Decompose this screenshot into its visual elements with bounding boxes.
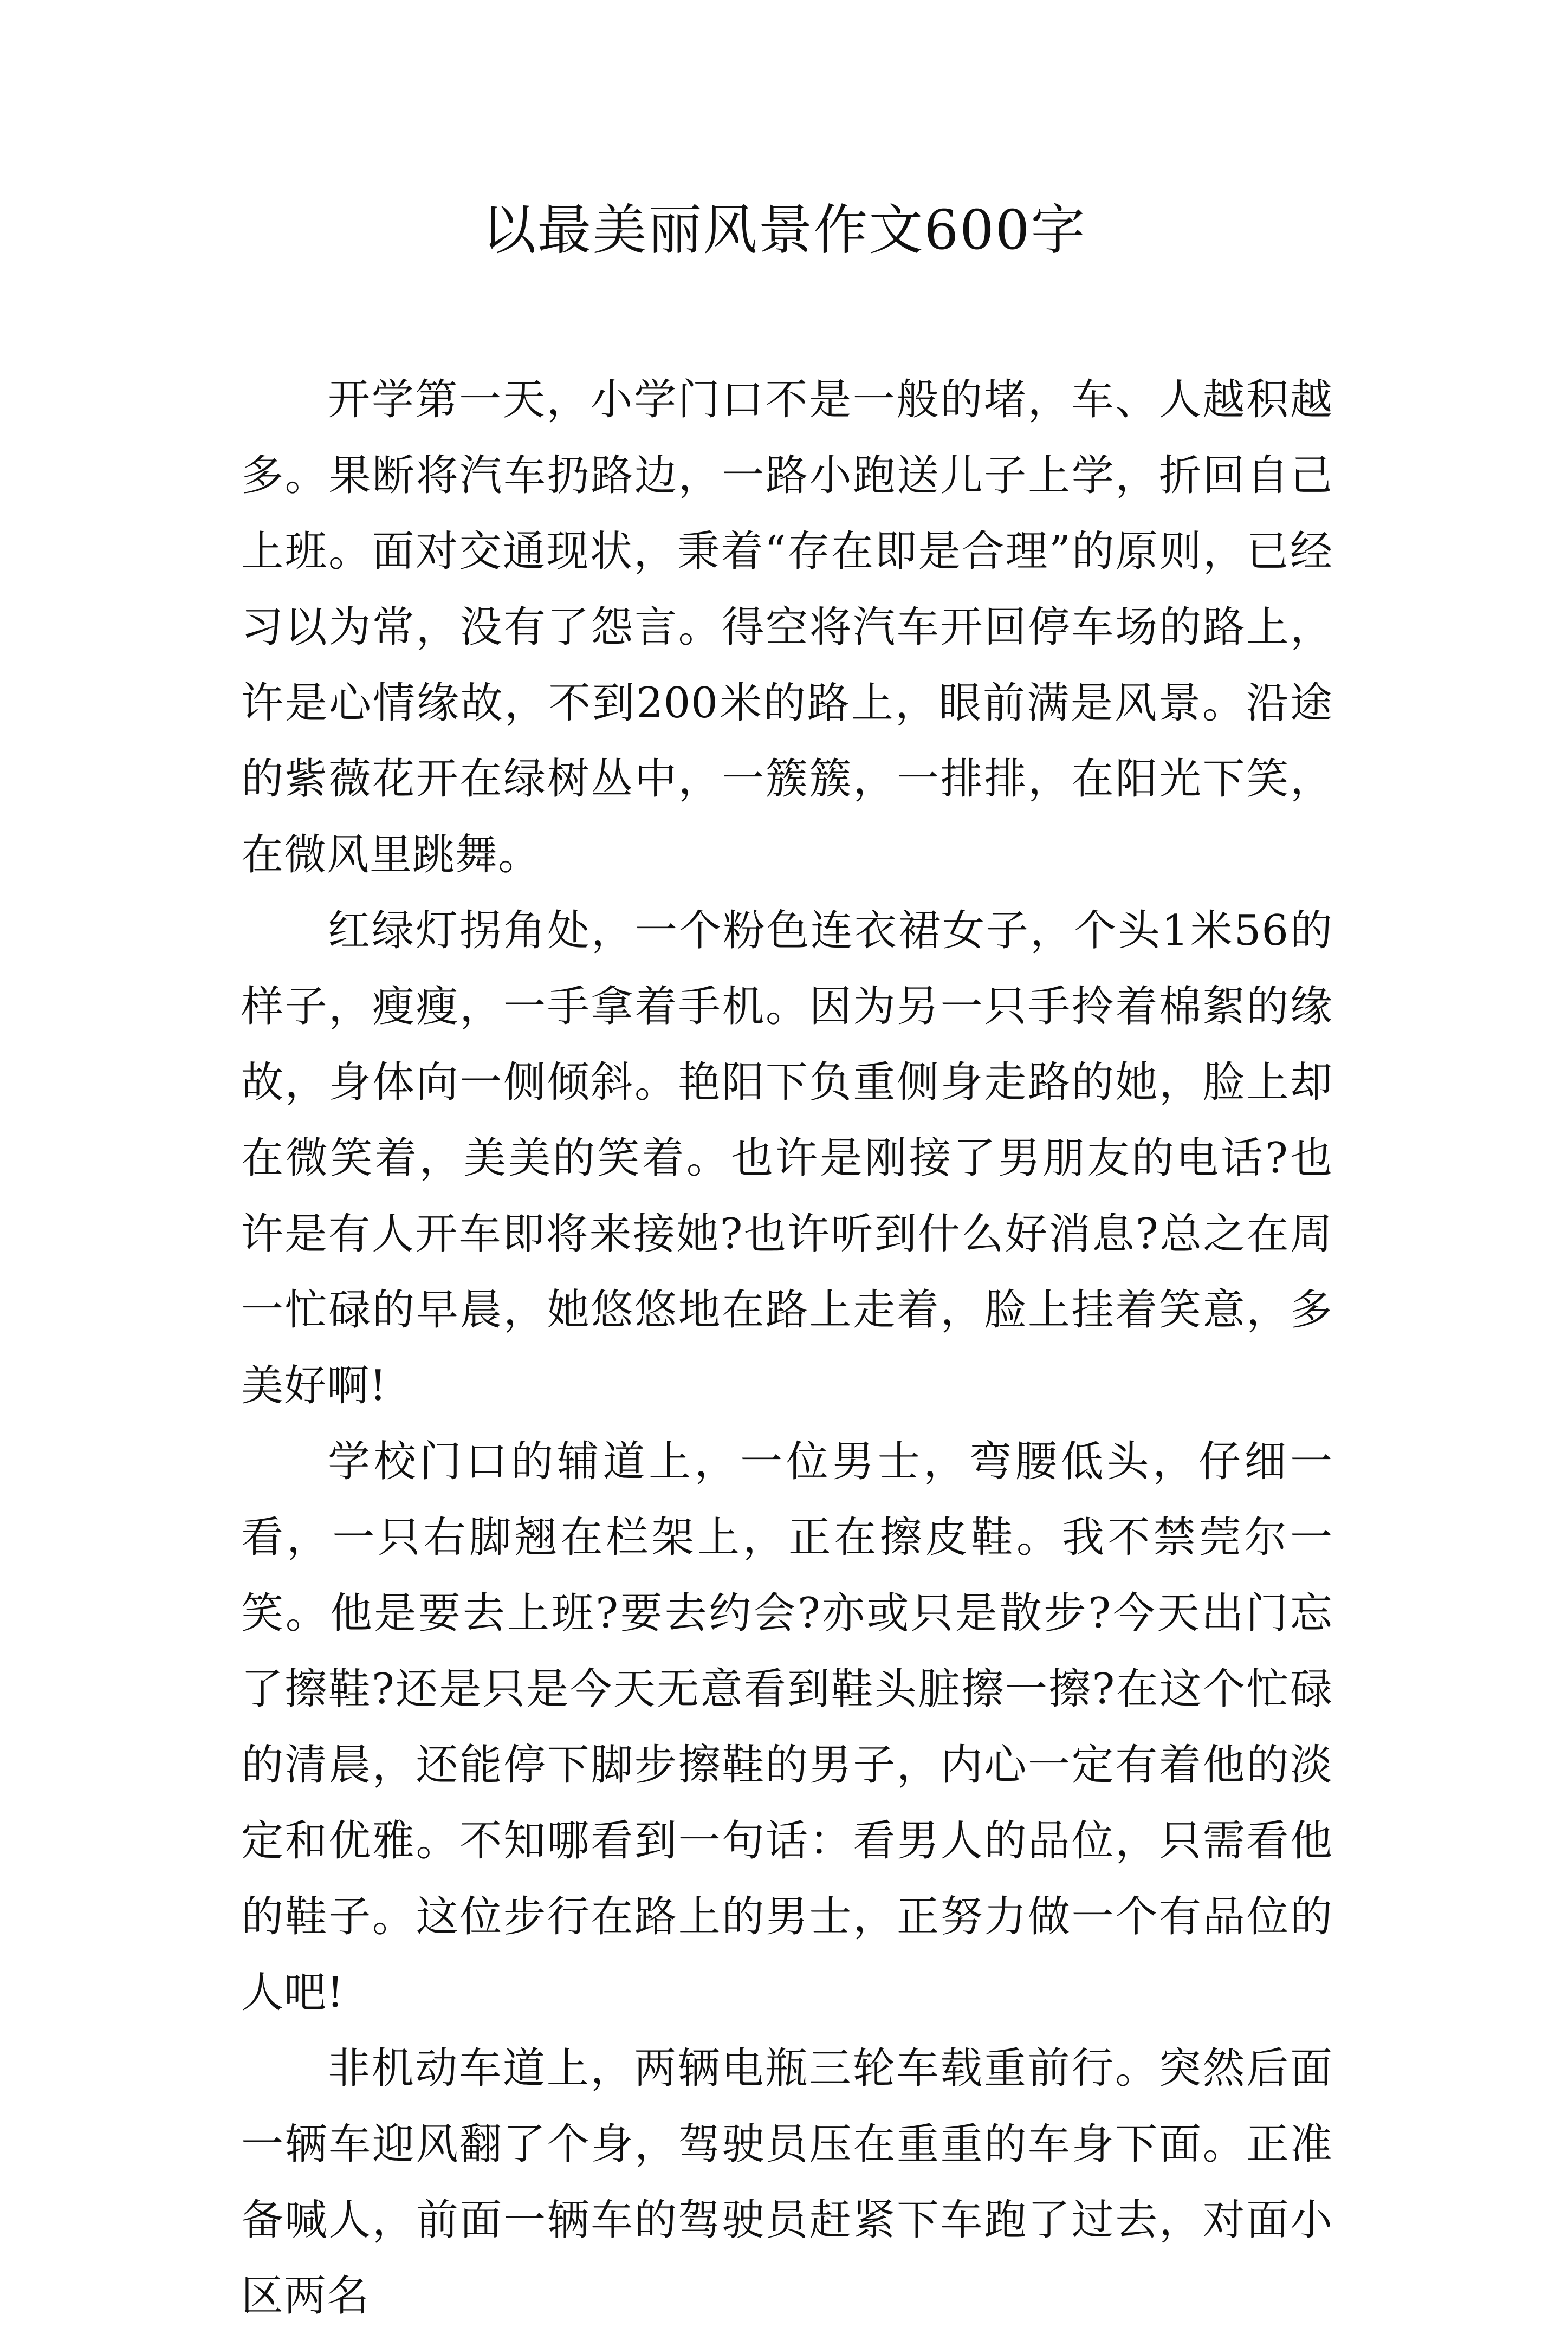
paragraph: 非机动车道上，两辆电瓶三轮车载重前行。突然后面一辆车迎风翻了个身，驾驶员压在重重的车身下面。正准备喊人，前面一辆车的驾驶员赶紧下车跑了过去，对面小区两名: [241, 2044, 1333, 2320]
document-body: [241, 362, 1333, 2334]
paragraph: 开学第一天，小学门口不是一般的堵，车、人越积越多。果断将汽车扔路边，一路小跑送儿子上学，折回自己上班。面对交通现状，秉着“存在即是合理”的原则，已经习以为常，没有了怨言。得空将汽车开回停车场的路上，许是心情缘故，不到200米的路上，眼前满是风景。沿途的紫薇花开在绿树丛中，一簇簇，一排排，在阳光下笑，在微风里跳舞。: [241, 375, 1333, 879]
paragraph: 学校门口的辅道上，一位男士，弯腰低头，仔细一看，一只右脚翘在栏架上，正在擦皮鞋。我不禁莞尔一笑。他是要去上班?要去约会?亦或只是散步?今天出门忘了擦鞋?还是只是今天无意看到鞋头脏擦一擦?在这个忙碌的清晨，还能停下脚步擦鞋的男子，内心一定有着他的淡定和优雅。不知哪看到一句话：看男人的品位，只需看他的鞋子。这位步行在路上的男士，正努力做一个有品位的人吧!: [241, 1437, 1333, 2017]
paragraph: 红绿灯拐角处，一个粉色连衣裙女子，个头1米56的样子，瘦瘦，一手拿着手机。因为另一只手拎着棉絮的缘故，身体向一侧倾斜。艳阳下负重侧身走路的她，脸上却在微笑着，美美的笑着。也许是刚接了男朋友的电话?也许是有人开车即将来接她?也许听到什么好消息?总之在周一忙碌的早晨，她悠悠地在路上走着，脸上挂着笑意，多美好啊!: [241, 906, 1333, 1410]
document-title: 以最美丽风景作文600字: [482, 198, 1086, 262]
